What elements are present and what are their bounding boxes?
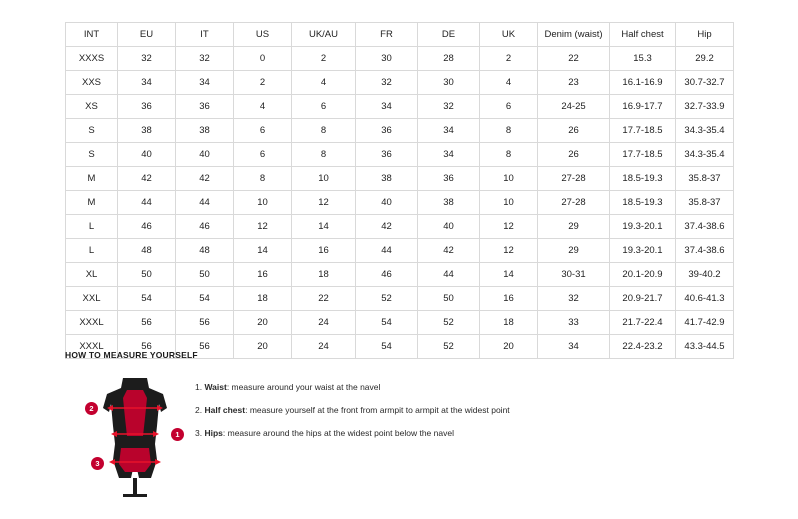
column-header-hip: Hip — [676, 23, 734, 47]
measure-step-waist — [195, 382, 510, 392]
cell-us: 8 — [234, 167, 292, 191]
cell-int: S — [66, 119, 118, 143]
cell-uk: 16 — [480, 287, 538, 311]
measure-badge-1: 1 — [171, 428, 184, 441]
measure-step-number: 3. — [195, 428, 203, 439]
cell-de: 38 — [418, 191, 480, 215]
cell-us: 6 — [234, 143, 292, 167]
column-header-int: INT — [66, 23, 118, 47]
measure-step-text: : measure yourself at the front from armpit to armpit at the widest point — [245, 405, 510, 416]
cell-half-chest: 15.3 — [610, 47, 676, 71]
cell-fr: 36 — [356, 119, 418, 143]
cell-it: 44 — [176, 191, 234, 215]
cell-hip: 41.7-42.9 — [676, 311, 734, 335]
cell-fr: 54 — [356, 335, 418, 359]
cell-denim-waist: 27-28 — [538, 191, 610, 215]
cell-it: 56 — [176, 311, 234, 335]
cell-de: 36 — [418, 167, 480, 191]
cell-ukau: 8 — [292, 119, 356, 143]
table-row — [66, 167, 734, 191]
how-to-measure-body — [65, 374, 735, 504]
cell-fr: 34 — [356, 95, 418, 119]
cell-de: 32 — [418, 95, 480, 119]
cell-it: 40 — [176, 143, 234, 167]
cell-int: XXL — [66, 287, 118, 311]
cell-int: S — [66, 143, 118, 167]
cell-denim-waist: 29 — [538, 239, 610, 263]
cell-ukau: 10 — [292, 167, 356, 191]
cell-uk: 20 — [480, 335, 538, 359]
cell-uk: 12 — [480, 215, 538, 239]
measure-step-term: Hips — [204, 428, 223, 439]
cell-uk: 14 — [480, 263, 538, 287]
cell-it: 36 — [176, 95, 234, 119]
cell-hip: 40.6-41.3 — [676, 287, 734, 311]
cell-us: 18 — [234, 287, 292, 311]
cell-us: 6 — [234, 119, 292, 143]
cell-it: 54 — [176, 287, 234, 311]
measure-step-term: Waist — [204, 382, 227, 392]
cell-hip: 35.8-37 — [676, 191, 734, 215]
cell-uk: 12 — [480, 239, 538, 263]
cell-it: 34 — [176, 71, 234, 95]
cell-int: M — [66, 191, 118, 215]
cell-denim-waist: 22 — [538, 47, 610, 71]
cell-us: 14 — [234, 239, 292, 263]
cell-ukau: 24 — [292, 335, 356, 359]
table-body — [66, 47, 734, 359]
cell-eu: 44 — [118, 191, 176, 215]
cell-half-chest: 20.1-20.9 — [610, 263, 676, 287]
cell-de: 34 — [418, 119, 480, 143]
cell-eu: 56 — [118, 335, 176, 359]
cell-hip: 35.8-37 — [676, 167, 734, 191]
cell-de: 52 — [418, 335, 480, 359]
how-to-measure-title: HOW TO MEASURE YOURSELF — [65, 350, 198, 360]
cell-denim-waist: 23 — [538, 71, 610, 95]
cell-fr: 32 — [356, 71, 418, 95]
cell-it: 46 — [176, 215, 234, 239]
cell-hip: 30.7-32.7 — [676, 71, 734, 95]
cell-it: 32 — [176, 47, 234, 71]
column-header-half-chest: Half chest — [610, 23, 676, 47]
cell-de: 30 — [418, 71, 480, 95]
cell-de: 44 — [418, 263, 480, 287]
cell-us: 4 — [234, 95, 292, 119]
how-to-measure-section — [65, 350, 735, 504]
cell-int: XXXL — [66, 311, 118, 335]
table-row — [66, 119, 734, 143]
table-row — [66, 71, 734, 95]
table-row — [66, 191, 734, 215]
size-chart-table — [65, 22, 734, 359]
cell-fr: 42 — [356, 215, 418, 239]
cell-fr: 44 — [356, 239, 418, 263]
cell-it: 50 — [176, 263, 234, 287]
cell-half-chest: 19.3-20.1 — [610, 215, 676, 239]
cell-int: M — [66, 167, 118, 191]
cell-uk: 4 — [480, 71, 538, 95]
cell-int: XS — [66, 95, 118, 119]
cell-denim-waist: 24-25 — [538, 95, 610, 119]
cell-de: 42 — [418, 239, 480, 263]
cell-int: XXS — [66, 71, 118, 95]
cell-us: 20 — [234, 311, 292, 335]
cell-ukau: 16 — [292, 239, 356, 263]
cell-fr: 38 — [356, 167, 418, 191]
column-header-eu: EU — [118, 23, 176, 47]
cell-denim-waist: 27-28 — [538, 167, 610, 191]
cell-uk: 8 — [480, 119, 538, 143]
cell-half-chest: 19.3-20.1 — [610, 239, 676, 263]
cell-eu: 42 — [118, 167, 176, 191]
cell-uk: 10 — [480, 191, 538, 215]
cell-ukau: 6 — [292, 95, 356, 119]
column-header-ukau: UK/AU — [292, 23, 356, 47]
cell-int: L — [66, 215, 118, 239]
measure-step-half-chest — [195, 405, 510, 415]
cell-eu: 48 — [118, 239, 176, 263]
cell-it: 38 — [176, 119, 234, 143]
cell-half-chest: 17.7-18.5 — [610, 143, 676, 167]
cell-de: 28 — [418, 47, 480, 71]
cell-fr: 54 — [356, 311, 418, 335]
column-header-denim-waist: Denim (waist) — [538, 23, 610, 47]
cell-uk: 8 — [480, 143, 538, 167]
cell-denim-waist: 26 — [538, 143, 610, 167]
column-header-de: DE — [418, 23, 480, 47]
cell-fr: 40 — [356, 191, 418, 215]
cell-it: 48 — [176, 239, 234, 263]
table-row — [66, 95, 734, 119]
cell-denim-waist: 26 — [538, 119, 610, 143]
cell-denim-waist: 29 — [538, 215, 610, 239]
cell-hip: 43.3-44.5 — [676, 335, 734, 359]
column-header-uk: UK — [480, 23, 538, 47]
cell-ukau: 8 — [292, 143, 356, 167]
cell-hip: 32.7-33.9 — [676, 95, 734, 119]
cell-hip: 34.3-35.4 — [676, 143, 734, 167]
table-row — [66, 311, 734, 335]
cell-ukau: 12 — [292, 191, 356, 215]
cell-eu: 56 — [118, 311, 176, 335]
cell-eu: 36 — [118, 95, 176, 119]
cell-denim-waist: 32 — [538, 287, 610, 311]
mannequin-illustration — [85, 374, 185, 509]
cell-uk: 10 — [480, 167, 538, 191]
cell-fr: 52 — [356, 287, 418, 311]
cell-half-chest: 20.9-21.7 — [610, 287, 676, 311]
cell-eu: 40 — [118, 143, 176, 167]
measure-badge-2: 2 — [85, 402, 98, 415]
cell-half-chest: 16.9-17.7 — [610, 95, 676, 119]
cell-us: 12 — [234, 215, 292, 239]
table-row — [66, 143, 734, 167]
measure-step-hips — [195, 428, 510, 438]
measure-step-text: : measure around your waist at the navel — [226, 382, 381, 392]
cell-eu: 50 — [118, 263, 176, 287]
table-row — [66, 239, 734, 263]
cell-uk: 2 — [480, 47, 538, 71]
cell-fr: 30 — [356, 47, 418, 71]
measure-badge-3: 3 — [91, 457, 104, 470]
table-row — [66, 47, 734, 71]
measure-step-number: 1. — [195, 382, 203, 392]
measure-step-text: : measure around the hips at the widest point below the navel — [222, 428, 454, 439]
cell-uk: 6 — [480, 95, 538, 119]
cell-half-chest: 16.1-16.9 — [610, 71, 676, 95]
measure-step-term: Half chest — [204, 405, 246, 416]
cell-eu: 34 — [118, 71, 176, 95]
cell-half-chest: 18.5-19.3 — [610, 191, 676, 215]
cell-ukau: 24 — [292, 311, 356, 335]
cell-de: 50 — [418, 287, 480, 311]
cell-ukau: 18 — [292, 263, 356, 287]
table-row — [66, 263, 734, 287]
cell-us: 0 — [234, 47, 292, 71]
table-row — [66, 287, 734, 311]
cell-de: 34 — [418, 143, 480, 167]
cell-it: 42 — [176, 167, 234, 191]
cell-ukau: 14 — [292, 215, 356, 239]
cell-half-chest: 21.7-22.4 — [610, 311, 676, 335]
table-row — [66, 215, 734, 239]
measure-step-number: 2. — [195, 405, 203, 416]
cell-eu: 54 — [118, 287, 176, 311]
cell-us: 10 — [234, 191, 292, 215]
cell-int: L — [66, 239, 118, 263]
cell-denim-waist: 34 — [538, 335, 610, 359]
cell-hip: 34.3-35.4 — [676, 119, 734, 143]
cell-half-chest: 18.5-19.3 — [610, 167, 676, 191]
cell-hip: 39-40.2 — [676, 263, 734, 287]
cell-de: 40 — [418, 215, 480, 239]
cell-ukau: 22 — [292, 287, 356, 311]
cell-hip: 29.2 — [676, 47, 734, 71]
cell-de: 52 — [418, 311, 480, 335]
cell-us: 16 — [234, 263, 292, 287]
cell-hip: 37.4-38.6 — [676, 215, 734, 239]
cell-half-chest: 17.7-18.5 — [610, 119, 676, 143]
cell-it: 56 — [176, 335, 234, 359]
cell-eu: 32 — [118, 47, 176, 71]
cell-ukau: 2 — [292, 47, 356, 71]
cell-half-chest: 22.4-23.2 — [610, 335, 676, 359]
column-header-us: US — [234, 23, 292, 47]
measure-steps-list — [185, 374, 510, 452]
cell-eu: 46 — [118, 215, 176, 239]
table-header-row — [66, 23, 734, 47]
cell-us: 2 — [234, 71, 292, 95]
cell-ukau: 4 — [292, 71, 356, 95]
cell-uk: 18 — [480, 311, 538, 335]
cell-fr: 46 — [356, 263, 418, 287]
column-header-fr: FR — [356, 23, 418, 47]
cell-fr: 36 — [356, 143, 418, 167]
cell-us: 20 — [234, 335, 292, 359]
cell-hip: 37.4-38.6 — [676, 239, 734, 263]
column-header-it: IT — [176, 23, 234, 47]
cell-denim-waist: 33 — [538, 311, 610, 335]
cell-int: XL — [66, 263, 118, 287]
cell-denim-waist: 30-31 — [538, 263, 610, 287]
cell-int: XXXS — [66, 47, 118, 71]
mannequin-figure-container — [65, 374, 185, 504]
cell-int: XXXL — [66, 335, 118, 359]
mannequin-icon — [85, 374, 185, 504]
size-chart-container — [65, 22, 733, 359]
cell-eu: 38 — [118, 119, 176, 143]
